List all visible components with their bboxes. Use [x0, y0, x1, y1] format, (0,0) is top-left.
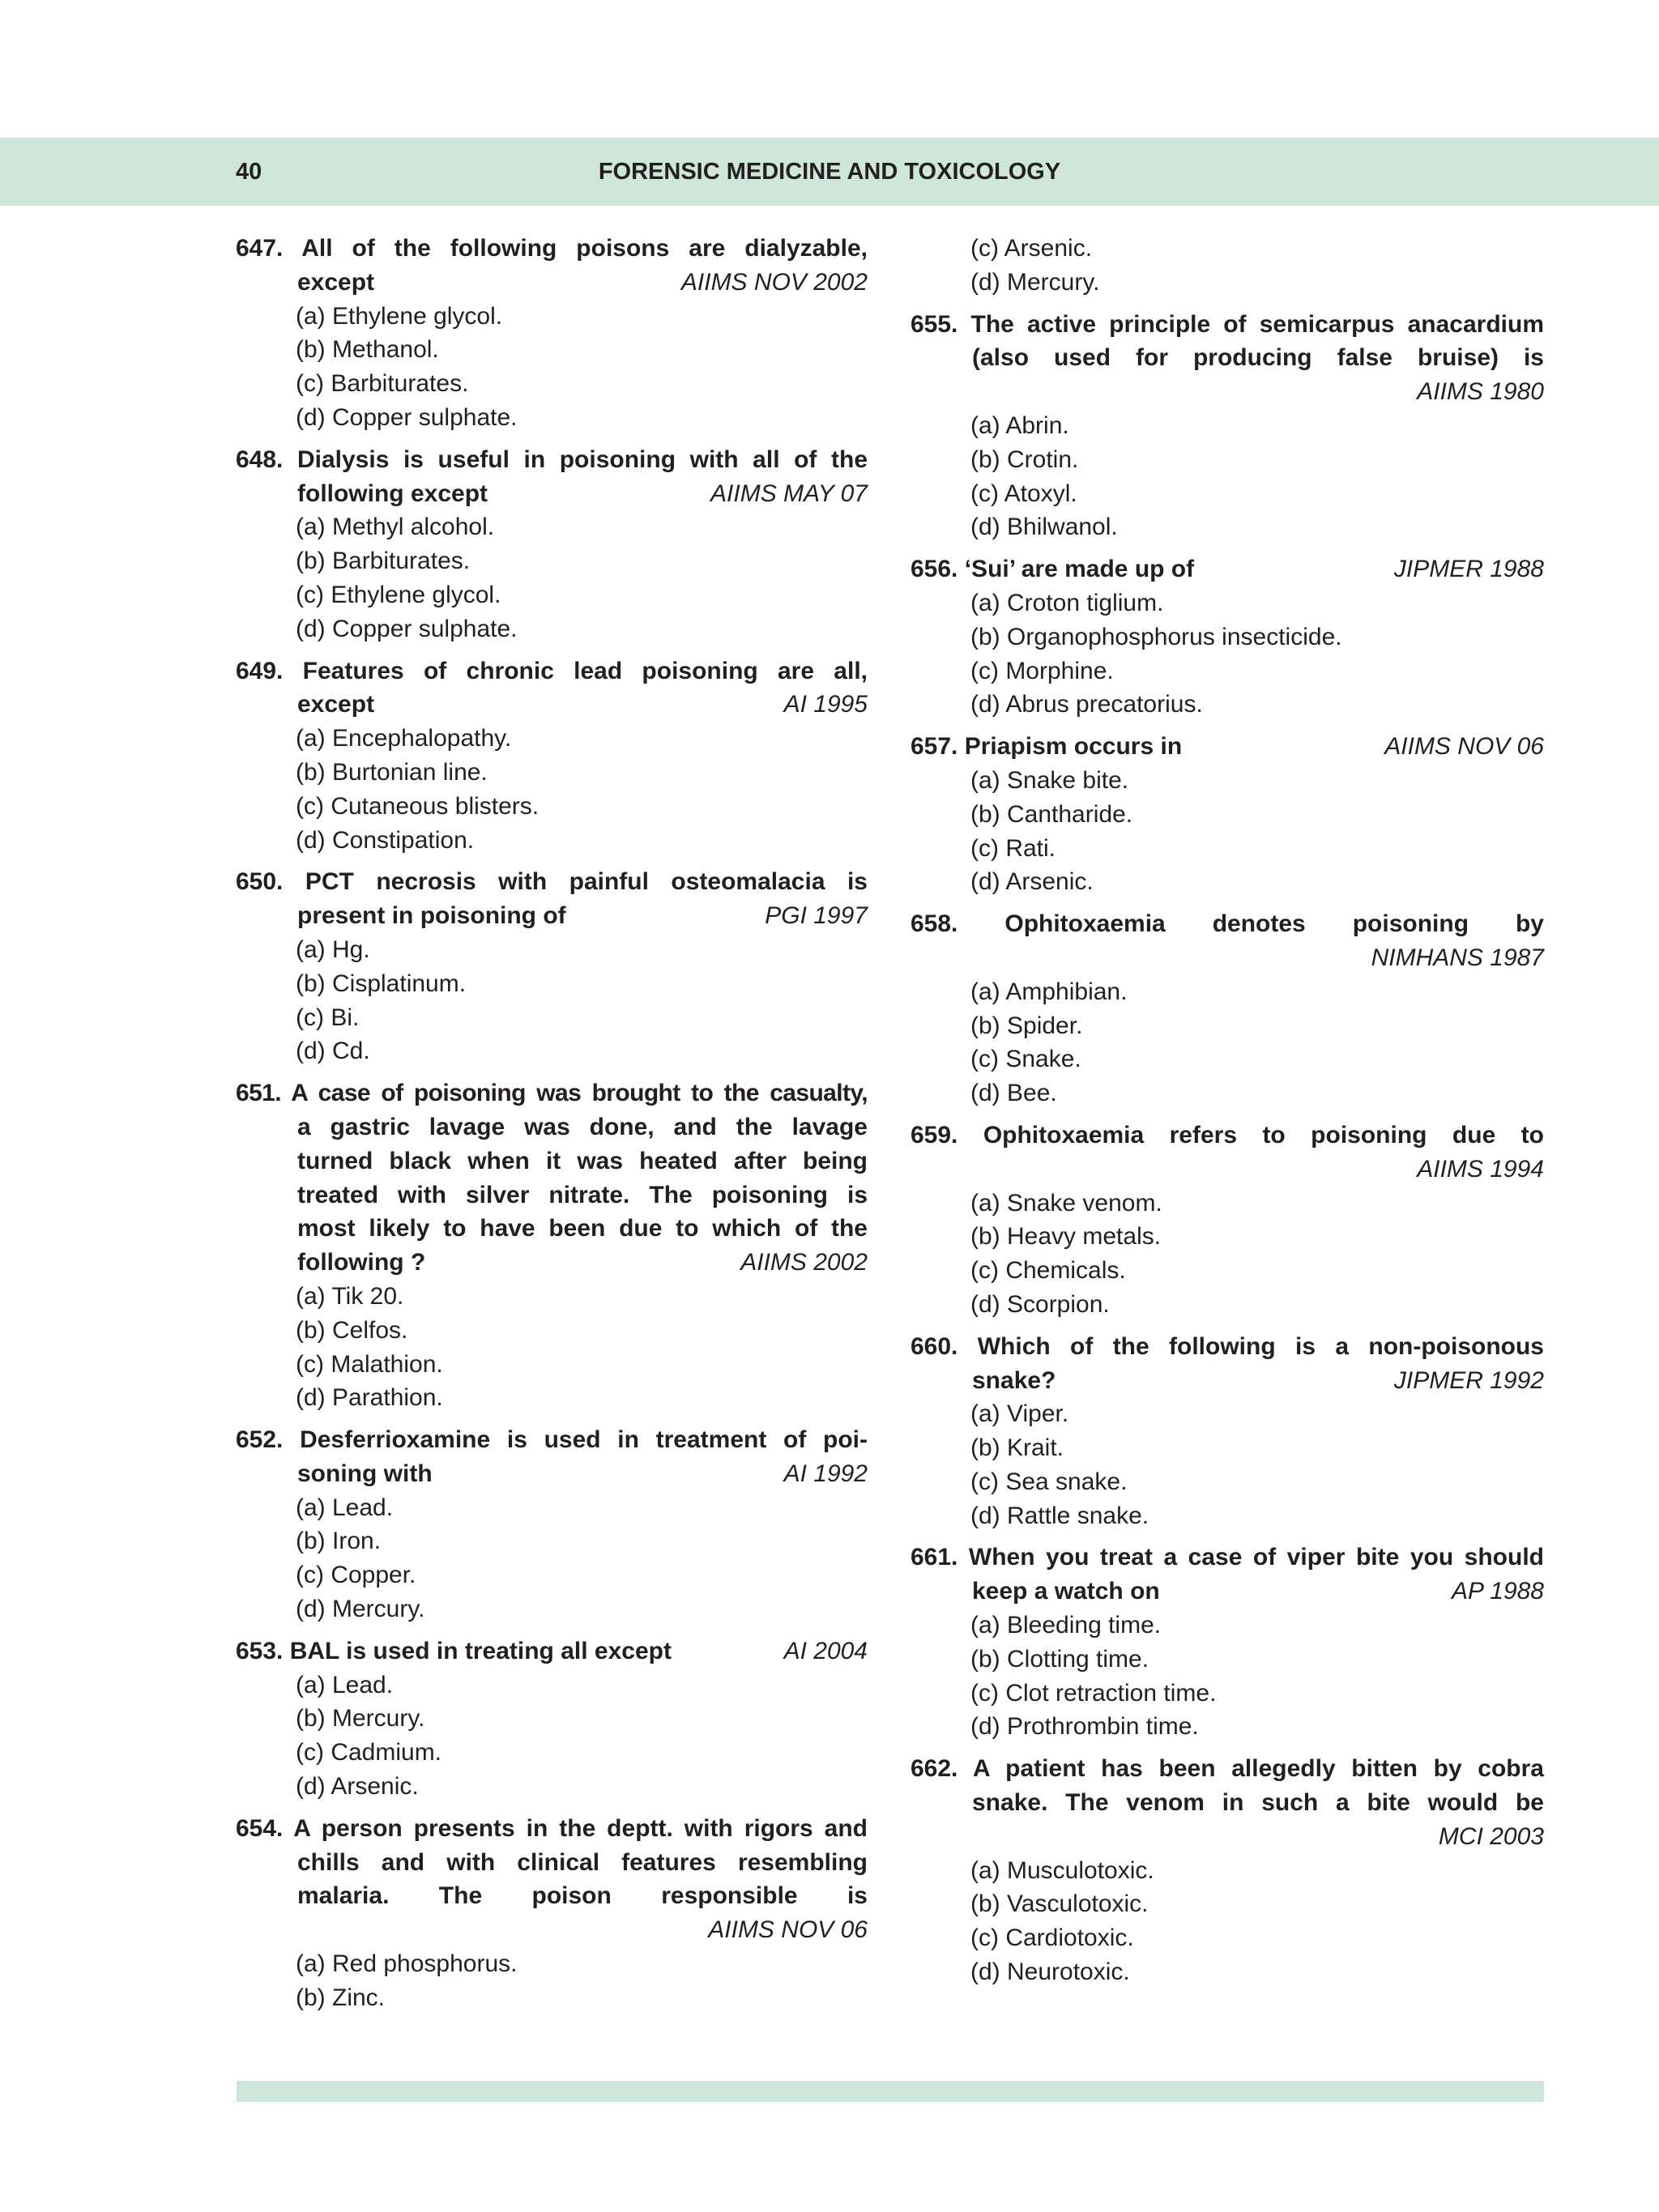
answer-option: (a) Ethylene glycol.	[296, 302, 503, 330]
question-line	[911, 375, 1544, 409]
question-line	[236, 654, 868, 688]
answer-option: (b) Vasculotoxic.	[970, 1890, 1149, 1918]
exam-source: NIMHANS 1987	[1371, 944, 1544, 971]
page-number: 40	[236, 159, 262, 185]
exam-source: JIPMER 1992	[1393, 1366, 1544, 1394]
question-block	[236, 1812, 868, 2015]
answer-option: (c) Ethylene glycol.	[296, 581, 501, 608]
question-line	[911, 1575, 1544, 1609]
question-block	[911, 1330, 1544, 1533]
question-text: 654. A person presents in the deptt. with rigors and	[236, 1814, 868, 1842]
answer-option: (b) Barbiturates.	[296, 548, 471, 575]
question-line	[236, 266, 868, 300]
answer-option: (a) Red phosphorus.	[296, 1950, 518, 1978]
question-block	[911, 1752, 1544, 1989]
answer-option: (d) Prothrombin time.	[970, 1713, 1199, 1741]
answer-option: (a) Snake venom.	[970, 1189, 1162, 1217]
question-line	[911, 1119, 1544, 1153]
answer-option: (c) Sea snake.	[970, 1468, 1128, 1495]
exam-source: AP 1988	[1452, 1578, 1544, 1605]
question-text: 647. All of the following poisons are dialyzable,	[236, 235, 868, 262]
question-line	[236, 1634, 868, 1669]
question-line	[911, 1153, 1544, 1187]
question-line	[236, 1076, 868, 1110]
exam-source: AI 1995	[783, 691, 868, 718]
answer-option: (d) Parathion.	[296, 1384, 443, 1412]
left-column	[236, 232, 868, 2023]
question-line	[236, 232, 868, 266]
question-block	[911, 308, 1544, 545]
question-line	[236, 1846, 868, 1880]
question-text: 653. BAL is used in treating all except	[236, 1637, 672, 1664]
exam-source: AIIMS NOV 06	[708, 1916, 868, 1944]
answer-option: (b) Iron.	[296, 1528, 382, 1555]
question-line	[236, 1212, 868, 1246]
answer-option: (c) Chemicals.	[970, 1257, 1126, 1285]
exam-source: AI 1992	[783, 1460, 868, 1487]
answer-option: (d) Arsenic.	[296, 1773, 419, 1801]
answer-option: (d) Mercury.	[970, 268, 1100, 296]
answer-option: (c) Bi.	[296, 1004, 360, 1031]
question-line	[236, 443, 868, 477]
answer-option: (c) Morphine.	[970, 657, 1114, 684]
question-text: 650. PCT necrosis with painful osteomalacia is	[236, 868, 868, 896]
answer-option: (d) Neurotoxic.	[970, 1958, 1130, 1986]
answer-option: (c) Copper.	[296, 1562, 416, 1589]
answer-option: (b) Heavy metals.	[970, 1223, 1162, 1251]
question-text: snake?	[972, 1366, 1056, 1394]
exam-source: AIIMS 1994	[1417, 1155, 1544, 1183]
question-text: snake. The venom in such a bite would be	[972, 1789, 1544, 1817]
exam-source: AIIMS NOV 06	[1384, 733, 1544, 761]
answer-option: (a) Encephalopathy.	[296, 725, 512, 752]
question-line	[236, 688, 868, 722]
answer-option: (c) Rati.	[970, 834, 1056, 862]
question-text: 658. Ophitoxaemia denotes poisoning by	[911, 910, 1544, 938]
question-text: 662. A patient has been allegedly bitten by cobra	[911, 1755, 1544, 1783]
answer-option: (b) Crotin.	[970, 445, 1079, 473]
question-line	[236, 477, 868, 511]
question-line	[236, 1879, 868, 1913]
question-text: 655. The active principle of semicarpus anacardium	[911, 310, 1544, 338]
question-text: following except	[297, 479, 488, 507]
question-line	[911, 1820, 1544, 1854]
answer-option: (b) Organophosphorus insecticide.	[970, 623, 1342, 650]
exam-source: AIIMS 2002	[740, 1249, 868, 1276]
answer-option: (c) Barbiturates.	[296, 370, 469, 398]
answer-option: (c) Atoxyl.	[970, 479, 1077, 507]
answer-option: (d) Mercury.	[296, 1596, 425, 1623]
question-line	[236, 1457, 868, 1491]
answer-option: (d) Abrus precatorius.	[970, 691, 1203, 718]
question-block	[911, 552, 1544, 722]
answer-option: (b) Cisplatinum.	[296, 970, 467, 997]
answer-option: (b) Cantharide.	[970, 800, 1133, 828]
answer-option: (c) Cardiotoxic.	[970, 1924, 1134, 1952]
answer-option: (c) Clot retraction time.	[970, 1679, 1217, 1707]
answer-option: (c) Cutaneous blisters.	[296, 792, 539, 820]
question-line	[911, 907, 1544, 941]
answer-option: (c) Cadmium.	[296, 1739, 442, 1767]
question-text: following ?	[297, 1249, 426, 1276]
question-text: a gastric lavage was done, and the lavage	[297, 1113, 868, 1140]
answer-option: (a) Lead.	[296, 1671, 394, 1698]
exam-source: PGI 1997	[765, 902, 868, 930]
question-text: 648. Dialysis is useful in poisoning with all of the	[236, 445, 868, 473]
question-text: keep a watch on	[972, 1578, 1160, 1605]
question-line	[911, 308, 1544, 342]
question-text: 657. Priapism occurs in	[911, 733, 1183, 761]
question-text: treated with silver nitrate. The poisoning is	[297, 1181, 868, 1208]
answer-option: (a) Musculotoxic.	[970, 1856, 1154, 1884]
question-block	[236, 865, 868, 1068]
question-line	[911, 941, 1544, 975]
question-line	[236, 1178, 868, 1213]
question-text: turned black when it was heated after being	[297, 1147, 868, 1174]
question-line	[911, 1541, 1544, 1575]
question-line	[236, 865, 868, 899]
answer-option: (d) Bhilwanol.	[970, 514, 1118, 541]
question-text: 660. Which of the following is a non-poisonous	[911, 1332, 1544, 1360]
question-text: chills and with clinical features resembling	[297, 1848, 868, 1876]
running-title: FORENSIC MEDICINE AND TOXICOLOGY	[598, 159, 1061, 185]
question-block	[236, 232, 868, 435]
question-line	[236, 1423, 868, 1457]
question-line	[911, 1364, 1544, 1398]
question-text: 652. Desferrioxamine is used in treatment of poi-	[236, 1426, 868, 1454]
exam-source: MCI 2003	[1438, 1822, 1544, 1850]
question-line	[911, 1330, 1544, 1364]
exam-source: AIIMS NOV 2002	[680, 268, 868, 296]
answer-option: (a) Tik 20.	[296, 1282, 404, 1310]
question-block	[236, 443, 868, 646]
answer-option: (a) Snake bite.	[970, 766, 1129, 794]
question-text: except	[297, 268, 375, 296]
answer-option: (d) Scorpion.	[970, 1290, 1110, 1318]
question-line	[911, 341, 1544, 375]
question-line	[236, 899, 868, 933]
question-text: 661. When you treat a case of viper bite you should	[911, 1544, 1544, 1571]
answer-option: (d) Rattle snake.	[970, 1502, 1149, 1529]
question-text: except	[297, 691, 375, 718]
question-block	[236, 1423, 868, 1626]
question-line	[236, 1110, 868, 1144]
question-text: soning with	[297, 1460, 433, 1487]
answer-option: (a) Croton tiglium.	[970, 589, 1164, 616]
answer-option: (a) Abrin.	[970, 411, 1069, 439]
question-block	[911, 1119, 1544, 1322]
answer-option: (b) Burtonian line.	[296, 758, 488, 786]
answer-option: (a) Lead.	[296, 1494, 394, 1521]
answer-option: (b) Celfos.	[296, 1316, 408, 1344]
question-line	[236, 1913, 868, 1947]
question-text: 656. ‘Sui’ are made up of	[911, 556, 1195, 583]
answer-option: (d) Constipation.	[296, 826, 475, 854]
question-text: (also used for producing false bruise) is	[972, 344, 1544, 372]
answer-option: (b) Clotting time.	[970, 1645, 1149, 1673]
question-line	[236, 1246, 868, 1280]
exam-source: AIIMS 1980	[1417, 378, 1544, 406]
answer-option: (d) Bee.	[970, 1080, 1057, 1107]
answer-option: (b) Krait.	[970, 1434, 1064, 1462]
answer-option: (d) Copper sulphate.	[296, 403, 518, 431]
answer-option: (b) Spider.	[970, 1012, 1083, 1039]
answer-option: (d) Arsenic.	[970, 868, 1094, 896]
answer-option: (a) Amphibian.	[970, 978, 1128, 1005]
answer-option: (b) Zinc.	[296, 1984, 386, 2011]
question-line	[236, 1144, 868, 1178]
answer-option: (a) Hg.	[296, 936, 370, 963]
answer-option: (a) Methyl alcohol.	[296, 514, 495, 541]
question-block	[911, 907, 1544, 1110]
question-text: present in poisoning of	[297, 902, 566, 930]
exam-source: AI 2004	[783, 1637, 868, 1664]
question-text: 659. Ophitoxaemia refers to poisoning due to	[911, 1121, 1544, 1149]
question-text: 649. Features of chronic lead poisoning are all,	[236, 657, 868, 684]
answer-option: (c) Malathion.	[296, 1350, 443, 1378]
answer-option: (a) Bleeding time.	[970, 1612, 1162, 1639]
question-block	[236, 1076, 868, 1415]
question-block	[911, 730, 1544, 899]
answer-option: (c) Snake.	[970, 1046, 1081, 1073]
question-block	[236, 654, 868, 858]
question-line	[236, 1812, 868, 1846]
footer-band	[237, 2081, 1544, 2102]
question-text: 651. A case of poisoning was brought to the casualty,	[236, 1080, 868, 1107]
right-column	[911, 232, 1544, 1997]
question-line	[911, 730, 1544, 764]
answer-option: (b) Methanol.	[296, 336, 439, 364]
exam-source: AIIMS MAY 07	[710, 479, 868, 507]
answer-option: (c) Arsenic.	[970, 235, 1093, 262]
answer-option: (d) Copper sulphate.	[296, 615, 518, 642]
question-block	[236, 1634, 868, 1804]
question-text: most likely to have been due to which of the	[297, 1215, 868, 1242]
answer-option: (b) Mercury.	[296, 1705, 425, 1733]
answer-option: (d) Cd.	[296, 1038, 370, 1065]
question-block	[911, 232, 1544, 300]
question-line	[911, 552, 1544, 586]
question-text: malaria. The poison responsible is	[297, 1882, 868, 1910]
answer-option: (a) Viper.	[970, 1400, 1069, 1428]
question-line	[911, 1752, 1544, 1786]
exam-source: JIPMER 1988	[1393, 556, 1544, 583]
question-line	[911, 1786, 1544, 1820]
question-block	[911, 1541, 1544, 1744]
